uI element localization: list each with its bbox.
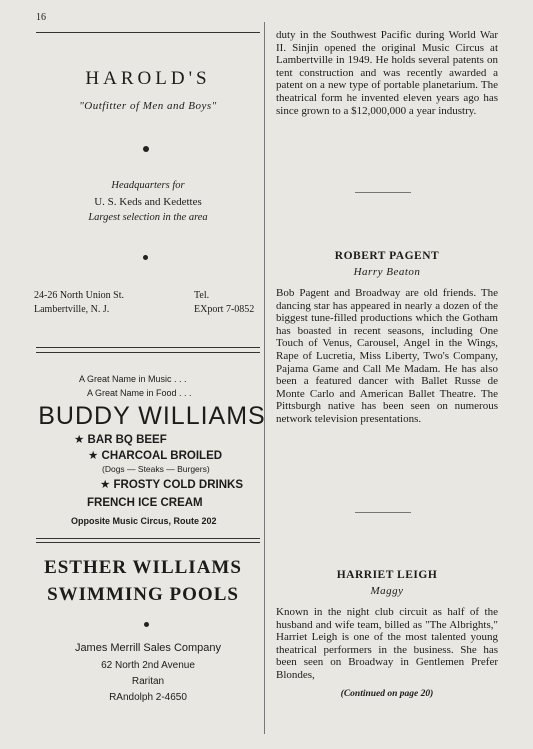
esther-company: James Merrill Sales Company xyxy=(74,642,222,654)
buddy-name: BUDDY WILLIAMS xyxy=(38,402,266,430)
section-rule xyxy=(36,347,260,348)
harolds-address-2: Lambertville, N. J. xyxy=(34,304,110,315)
star-icon: ★ xyxy=(74,434,85,446)
esther-city: Raritan xyxy=(131,676,165,687)
harolds-address-1: 24-26 North Union St. xyxy=(34,290,124,301)
esther-street: 62 North 2nd Avenue xyxy=(101,660,195,671)
buddy-line-2: A Great Name in Food . . . xyxy=(87,388,192,398)
top-rule xyxy=(36,32,260,33)
leigh-bio-text: Known in the night club circuit as half of the husband and wife team, billed as "The Albrights," Harriet Leigh is one of the most talented young theatrical performers in the business. She has been seen on Broadway in Gentlemen Prefer Blondes, xyxy=(276,606,498,681)
buddy-item-4: FRENCH ICE CREAM xyxy=(87,497,203,509)
buddy-item-2 xyxy=(88,448,222,462)
buddy-item-3 xyxy=(100,477,243,491)
bullet-dot xyxy=(144,622,149,627)
star-icon: ★ xyxy=(88,450,99,462)
continued-note: (Continued on page 20) xyxy=(340,689,434,699)
harolds-tel-label: Tel. xyxy=(194,290,210,301)
pagent-name: ROBERT PAGENT xyxy=(334,250,440,262)
harolds-headquarters: Headquarters for xyxy=(111,180,185,191)
harolds-tel: EXport 7-0852 xyxy=(194,304,255,315)
esther-title-2: SWIMMING POOLS xyxy=(47,584,239,605)
buddy-item-text: BAR BQ BEEF xyxy=(87,434,167,446)
leigh-role: Maggy xyxy=(370,585,404,597)
buddy-item-text: FROSTY COLD DRINKS xyxy=(113,479,244,491)
section-divider xyxy=(355,192,411,193)
leigh-name: HARRIET LEIGH xyxy=(336,569,438,581)
pagent-bio xyxy=(276,287,498,426)
column-divider xyxy=(264,22,265,734)
pagent-role: Harry Beaton xyxy=(353,266,421,278)
harolds-name: HAROLD'S xyxy=(85,68,211,89)
harolds-selection: Largest selection in the area xyxy=(88,212,208,223)
page-number: 16 xyxy=(36,12,46,23)
intro-paragraph xyxy=(276,29,498,117)
buddy-item-2-sub: (Dogs — Steaks — Burgers) xyxy=(102,464,210,474)
esther-title-1: ESTHER WILLIAMS xyxy=(44,557,242,578)
buddy-item-1 xyxy=(74,432,167,446)
buddy-line-1: A Great Name in Music . . . xyxy=(79,374,187,384)
section-rule xyxy=(36,352,260,353)
section-divider xyxy=(355,512,411,513)
bullet-dot xyxy=(143,255,148,260)
harolds-brands: U. S. Keds and Kedettes xyxy=(94,196,202,208)
leigh-bio xyxy=(276,606,498,682)
buddy-location: Opposite Music Circus, Route 202 xyxy=(71,516,217,526)
star-icon: ★ xyxy=(100,479,111,491)
buddy-item-text: CHARCOAL BROILED xyxy=(101,450,223,462)
pagent-bio-text: Bob Pagent and Broadway are old friends. The dancing star has appeared in nearly a dozen of the biggest tune-filled productions which the Gotham has boasted in recent seasons, including One Touch of Venus, Carousel, Angel in the Wings, Rape of Lucretia, Miss Liberty, Two's Company, Pajama Game and Call Me Madam. He has also been a featured dancer with Ballet Russe de Monte Carlo and American Ballet Theatre. The Pittsburgh native has been seen on numerous network television presentations. xyxy=(276,287,498,425)
bullet-dot xyxy=(143,146,149,152)
esther-phone: RAndolph 2-4650 xyxy=(109,692,187,703)
intro-text: duty in the Southwest Pacific during World War II. Sinjin opened the original Music Circus at Lambertville in 1949. He holds several patents on tent construction and was recently awarded a patent on a new type of portable planetarium. The theatrical form he invented eleven years ago has since grown to a $12,000,000 a year industry. xyxy=(276,29,498,117)
section-rule xyxy=(36,538,260,539)
harolds-tagline: "Outfitter of Men and Boys" xyxy=(79,100,217,112)
section-rule xyxy=(36,542,260,543)
